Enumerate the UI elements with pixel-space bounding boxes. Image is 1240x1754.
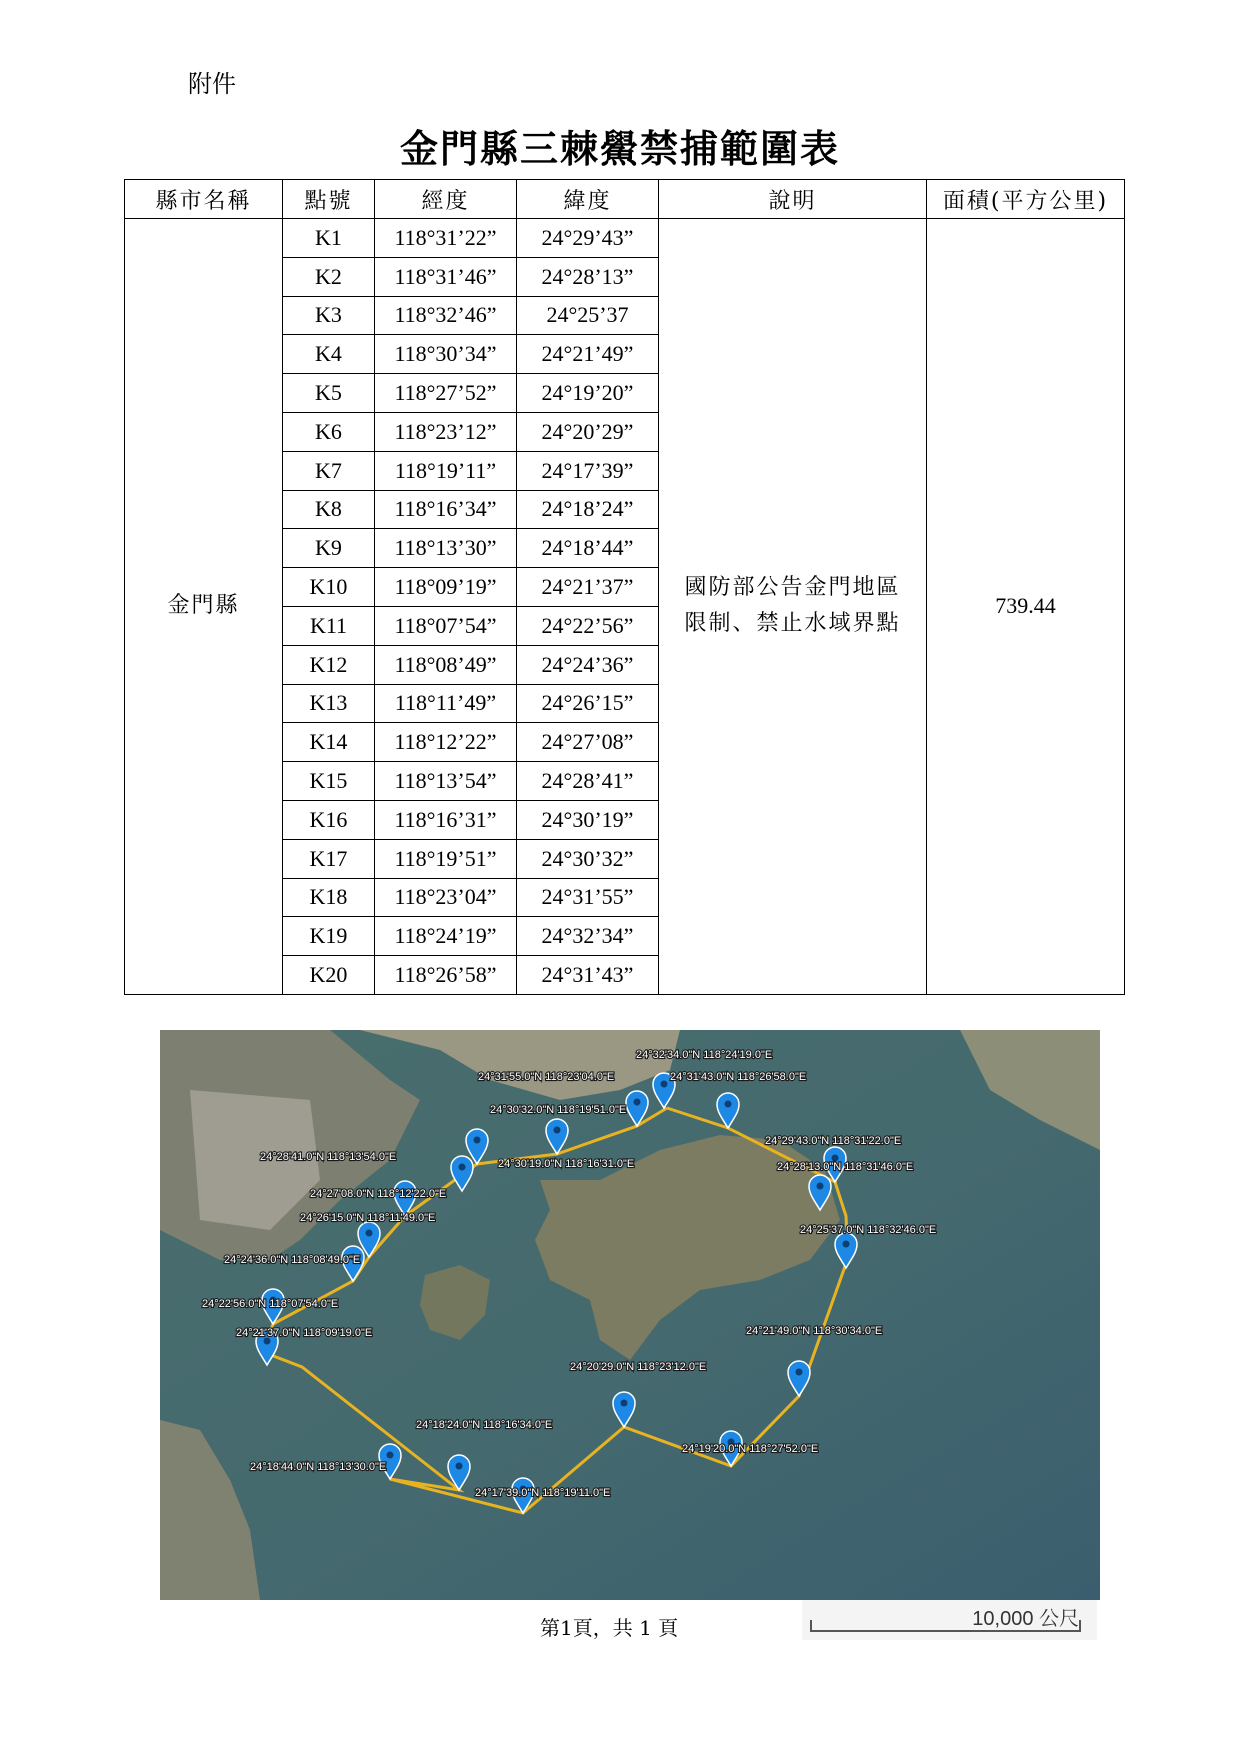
point-id-cell: K8 [283,490,375,529]
header-area: 面積(平方公里) [927,180,1125,219]
longitude-cell: 118°19’51” [375,839,517,878]
latitude-cell: 24°26’15” [517,684,659,723]
header-county: 縣市名稱 [125,180,283,219]
longitude-cell: 118°30’34” [375,335,517,374]
point-id-cell: K4 [283,335,375,374]
point-id-cell: K12 [283,645,375,684]
longitude-cell: 118°13’54” [375,762,517,801]
longitude-cell: 118°32’46” [375,296,517,335]
latitude-cell: 24°18’44” [517,529,659,568]
longitude-cell: 118°26’58” [375,956,517,995]
point-id-cell: K17 [283,839,375,878]
table-row [125,219,1125,258]
map-marker-label: 24°28'41.0"N 118°13'54.0"E [260,1151,397,1163]
longitude-cell: 118°08’49” [375,645,517,684]
point-id-cell: K2 [283,257,375,296]
latitude-cell: 24°29’43” [517,219,659,258]
latitude-cell: 24°28’41” [517,762,659,801]
map-marker-label: 24°32'34.0"N 118°24'19.0"E [636,1049,773,1061]
point-id-cell: K18 [283,878,375,917]
map-marker-label: 24°17'39.0"N 118°19'11.0"E [475,1487,611,1499]
point-id-cell: K9 [283,529,375,568]
header-latitude: 緯度 [517,180,659,219]
county-cell: 金門縣 [125,219,283,995]
scale-label: 10,000 公尺 [972,1608,1079,1630]
map-marker-label: 24°18'44.0"N 118°13'30.0"E [250,1461,387,1473]
map-marker-label: 24°25'37.0"N 118°32'46.0"E [800,1224,937,1236]
longitude-cell: 118°07’54” [375,606,517,645]
latitude-cell: 24°32’34” [517,917,659,956]
map-marker-label: 24°27'08.0"N 118°12'22.0"E [310,1188,447,1200]
point-id-cell: K11 [283,606,375,645]
point-id-cell: K10 [283,568,375,607]
longitude-cell: 118°27’52” [375,374,517,413]
map-scale-bar [802,1600,1097,1640]
scale-tick-left [810,1620,812,1632]
latitude-cell: 24°30’32” [517,839,659,878]
description-line: 限制、禁止水域界點 [684,611,901,637]
map-pin-dot [796,1369,803,1376]
point-id-cell: K6 [283,412,375,451]
header-point-id: 點號 [283,180,375,219]
map-pin-dot [661,1081,668,1088]
longitude-cell: 118°31’46” [375,257,517,296]
point-id-cell: K14 [283,723,375,762]
longitude-cell: 118°16’31” [375,800,517,839]
map-marker-label: 24°19'20.0"N 118°27'52.0"E [682,1443,819,1455]
scale-tick-right [1079,1620,1081,1632]
header-description: 說明 [659,180,927,219]
point-id-cell: K3 [283,296,375,335]
point-id-cell: K20 [283,956,375,995]
area-cell: 739.44 [927,219,1125,995]
map-marker-label: 24°28'13.0"N 118°31'46.0"E [777,1161,914,1173]
longitude-cell: 118°19’11” [375,451,517,490]
table-header-row [125,180,1125,219]
map-marker-label: 24°29'43.0"N 118°31'22.0"E [765,1135,902,1147]
point-id-cell: K15 [283,762,375,801]
longitude-cell: 118°11’49” [375,684,517,723]
latitude-cell: 24°18’24” [517,490,659,529]
latitude-cell: 24°28’13” [517,257,659,296]
map-pin-dot [474,1137,481,1144]
map-pin-dot [817,1183,824,1190]
longitude-cell: 118°23’04” [375,878,517,917]
map-pin-dot [725,1101,732,1108]
point-id-cell: K1 [283,219,375,258]
latitude-cell: 24°19’20” [517,374,659,413]
map-marker-label: 24°24'36.0"N 118°08'49.0"E [224,1254,361,1266]
map-marker-label: 24°30'32.0"N 118°19'51.0"E [490,1104,627,1116]
point-id-cell: K13 [283,684,375,723]
latitude-cell: 24°30’19” [517,800,659,839]
longitude-cell: 118°09’19” [375,568,517,607]
map-marker-label: 24°31'43.0"N 118°26'58.0"E [670,1071,807,1083]
map-marker-label: 24°21'37.0"N 118°09'19.0"E [236,1327,373,1339]
map-marker-label: 24°26'15.0"N 118°11'49.0"E [300,1212,436,1224]
latitude-cell: 24°31’55” [517,878,659,917]
map-marker-label: 24°21'49.0"N 118°30'34.0"E [746,1325,883,1337]
point-id-cell: K7 [283,451,375,490]
latitude-cell: 24°31’43” [517,956,659,995]
map-marker-label: 24°30'19.0"N 118°16'31.0"E [498,1158,635,1170]
annex-label: 附件 [188,70,236,98]
map-marker-label: 24°22'56.0"N 118°07'54.0"E [202,1298,339,1310]
latitude-cell: 24°21’37” [517,568,659,607]
map-pin-dot [387,1452,394,1459]
longitude-cell: 118°24’19” [375,917,517,956]
scale-line [810,1630,1081,1632]
map-pin-dot [554,1127,561,1134]
latitude-cell: 24°24’36” [517,645,659,684]
latitude-cell: 24°21’49” [517,335,659,374]
header-longitude: 經度 [375,180,517,219]
description-line: 國防部公告金門地區 [684,575,901,601]
longitude-cell: 118°12’22” [375,723,517,762]
boundary-points-table [124,179,1125,995]
map-pin-dot [456,1463,463,1470]
point-id-cell: K19 [283,917,375,956]
page-footer: 第1頁，共 1 頁 [540,1616,679,1640]
latitude-cell: 24°25’37 [517,296,659,335]
map-pin-dot [843,1241,850,1248]
map-marker-label: 24°20'29.0"N 118°23'12.0"E [570,1361,707,1373]
map-pin-dot [366,1230,373,1237]
map-pin-dot [621,1400,628,1407]
boundary-map [160,1030,1100,1600]
point-id-cell: K5 [283,374,375,413]
latitude-cell: 24°17’39” [517,451,659,490]
map-pin-dot [634,1099,641,1106]
longitude-cell: 118°23’12” [375,412,517,451]
map-marker-label: 24°31'55.0"N 118°23'04.0"E [478,1071,615,1083]
longitude-cell: 118°31’22” [375,219,517,258]
point-id-cell: K16 [283,800,375,839]
map-pin-dot [459,1164,466,1171]
longitude-cell: 118°16’34” [375,490,517,529]
latitude-cell: 24°22’56” [517,606,659,645]
description-cell [659,219,927,995]
map-marker-label: 24°18'24.0"N 118°16'34.0"E [416,1419,553,1431]
latitude-cell: 24°20’29” [517,412,659,451]
longitude-cell: 118°13’30” [375,529,517,568]
latitude-cell: 24°27’08” [517,723,659,762]
page-title: 金門縣三棘鱟禁捕範圍表 [399,126,840,171]
